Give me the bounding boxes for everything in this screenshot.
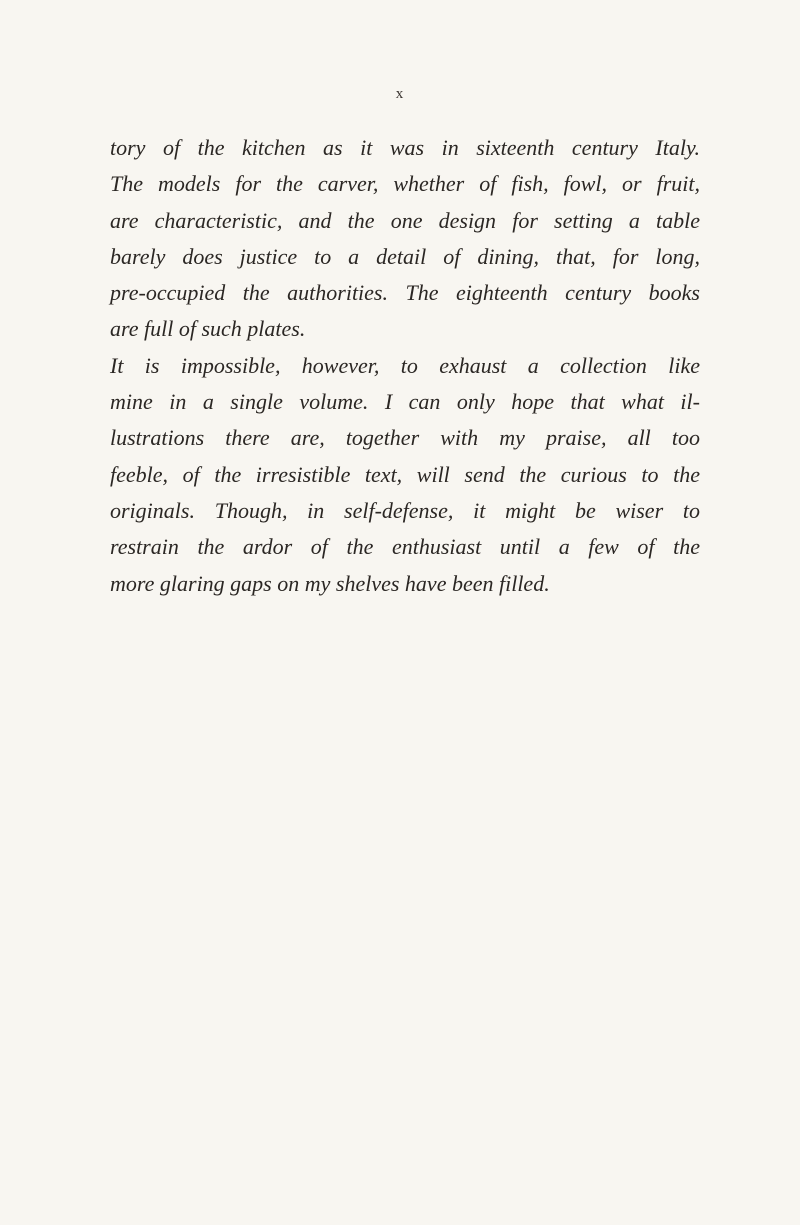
page-number: x [395, 86, 405, 102]
text-line: feeble, of the irresistible text, will send the curious to the [110, 461, 700, 487]
text-line: mine in a single volume. I can only hope that what il- [110, 389, 700, 415]
text-line: tory of the kitchen as it was in sixteenth century Italy. [110, 135, 700, 160]
text-line: barely does justice to a detail of dining, that, for long, [110, 243, 700, 269]
text-line: lustrations there are, together with my praise, all too [110, 425, 700, 451]
text-line: more glaring gaps on my shelves have been filled. [110, 570, 550, 596]
text-line: The models for the carver, whether of fish, fowl, or fruit, [110, 171, 700, 197]
body-text [110, 130, 700, 602]
text-line: It is impossible, however, to exhaust a collection like [110, 352, 700, 378]
text-line: are full of such plates. [110, 316, 306, 342]
text-line: originals. Though, in self-defense, it might be wiser to [110, 497, 700, 523]
text-line: pre-occupied the authorities. The eighteenth century books [110, 280, 700, 306]
text-line: restrain the ardor of the enthusiast until a few of the [110, 534, 700, 560]
text-line: are characteristic, and the one design for setting a table [110, 207, 700, 233]
